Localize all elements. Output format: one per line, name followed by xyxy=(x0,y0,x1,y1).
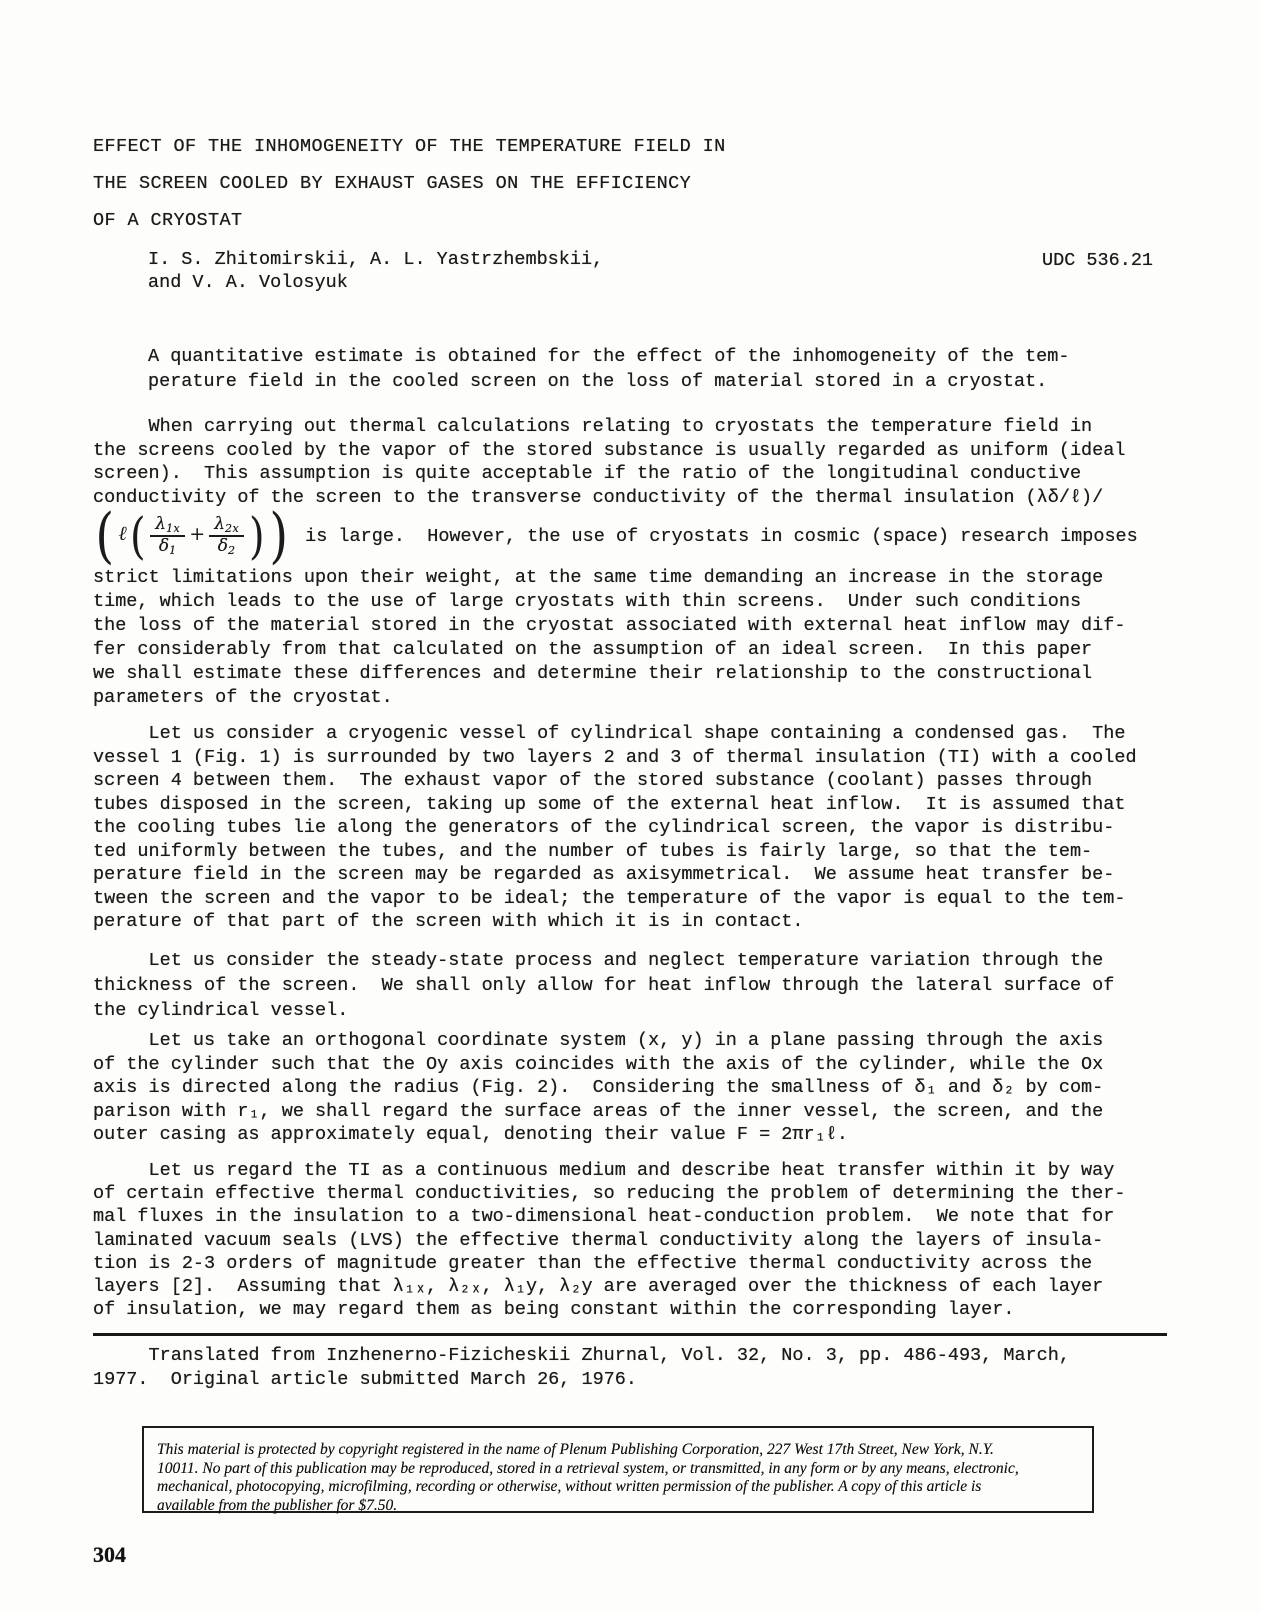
inline-formula xyxy=(93,500,290,571)
text-line: outer casing as approximately equal, denoting their value F = 2πr₁ℓ. xyxy=(93,1124,848,1145)
text-line: the cooling tubes lie along the generators of the cylindrical screen, the vapor is distribu- xyxy=(93,817,1115,838)
text-line: of the cylinder such that the Oy axis coincides with the axis of the cylinder, while the Ox xyxy=(93,1053,1104,1075)
article-title xyxy=(93,128,726,239)
text-line: Let us consider a cryogenic vessel of cylindrical shape containing a condensed gas. The xyxy=(93,723,1126,744)
text-line: tween the screen and the vapor to be ideal; the temperature of the vapor is equal to the tem- xyxy=(93,887,1126,909)
text-line: we shall estimate these differences and determine their relationship to the constructional xyxy=(93,663,1093,684)
text-line: parison with r₁, we shall regard the surface areas of the inner vessel, the screen, and the xyxy=(93,1100,1104,1122)
text-line: screen 4 between them. The exhaust vapor of the stored substance (coolant) passes through xyxy=(93,770,1093,791)
author-list xyxy=(148,248,603,294)
text-line: Let us take an orthogonal coordinate system (x, y) in a plane passing through the axis xyxy=(93,1030,1104,1051)
text-line: OF A CRYOSTAT xyxy=(93,210,243,231)
fraction-1-numerator: $\lambda_{1x}$ xyxy=(150,515,185,537)
fraction-2-numerator: $\lambda_{2x}$ xyxy=(209,515,244,537)
text-line: tion is 2-3 orders of magnitude greater than the effective thermal conductivity across the xyxy=(93,1252,1093,1274)
page-number: 304 xyxy=(93,1542,126,1567)
text-line: vessel 1 (Fig. 1) is surrounded by two layers 2 and 3 of thermal insulation (TI) with a cooled xyxy=(93,746,1137,768)
fraction-1-denominator: $\delta_1$ xyxy=(158,536,177,557)
text-line: I. S. Zhitomirskii, A. L. Yastrzhembskii, xyxy=(148,249,604,270)
translation-footnote xyxy=(93,1344,1070,1392)
text-line: laminated vacuum seals (LVS) the effective thermal conductivity along the layers of insula- xyxy=(93,1229,1104,1251)
text-line: the loss of the material stored in the cryostat associated with external heat inflow may dif- xyxy=(93,615,1126,636)
paragraph-1 xyxy=(93,415,1125,509)
text-line: Translated from Inzhenerno-Fizicheskii Zhurnal, Vol. 32, No. 3, pp. 486-493, March, xyxy=(93,1345,1070,1366)
paragraph-1-continued xyxy=(93,566,1125,710)
text-line: strict limitations upon their weight, at the same time demanding an increase in the storage xyxy=(93,567,1104,588)
text-line: axis is directed along the radius (Fig. 2). Considering the smallness of δ₁ and δ₂ by com- xyxy=(93,1077,1104,1098)
text-line: of insulation, we may regard them as being constant within the corresponding layer. xyxy=(93,1299,1015,1321)
outer-open-paren: ( xyxy=(95,500,115,571)
paragraph-3 xyxy=(93,948,1114,1023)
text-line: time, which leads to the use of large cryostats with thin screens. Under such conditions xyxy=(93,591,1082,612)
text-line: Let us consider the steady-state process and neglect temperature variation through the xyxy=(93,950,1104,971)
text-line: parameters of the cryostat. xyxy=(93,687,393,708)
abstract xyxy=(148,344,1069,394)
plus-sign: + xyxy=(189,522,206,545)
fraction-1 xyxy=(150,515,185,557)
footnote-rule xyxy=(93,1333,1167,1336)
text-line: perature field in the cooled screen on the loss of material stored in a cryostat. xyxy=(148,371,1048,392)
paragraph-4 xyxy=(93,1029,1103,1147)
formula-script-l: ℓ xyxy=(118,521,127,545)
formula-row xyxy=(93,500,1138,571)
formula-line-text: is large. However, the use of cryostats in cosmic (space) research imposes xyxy=(305,525,1138,547)
text-line: 1977. Original article submitted March 26, 1976. xyxy=(93,1369,637,1390)
text-line: the screens cooled by the vapor of the stored substance is usually regarded as uniform (ideal xyxy=(93,439,1126,461)
outer-close-paren: ) xyxy=(269,500,288,571)
copyright-notice-box xyxy=(142,1426,1094,1513)
text-line: mechanical, photocopying, microfilming, recording or otherwise, without written permission of the publisher. A copy of this article is xyxy=(157,1478,982,1496)
text-line: fer considerably from that calculated on the assumption of an ideal screen. In this paper xyxy=(93,639,1093,660)
fraction-2 xyxy=(209,515,244,557)
fraction-2-denominator: $\delta_2$ xyxy=(217,536,236,557)
text-line: ted uniformly between the tubes, and the number of tubes is fairly large, so that the tem- xyxy=(93,840,1093,862)
text-line: This material is protected by copyright registered in the name of Plenum Publishing Corporation, 227 West 17th Street, New York, N.Y. xyxy=(157,1441,994,1458)
text-line: and V. A. Volosyuk xyxy=(148,272,348,293)
text-line: screen). This assumption is quite acceptable if the ratio of the longitudinal conductive xyxy=(93,463,1082,484)
text-line: conductivity of the screen to the transverse conductivity of the thermal insulation (λδ/ℓ)/ xyxy=(93,486,1104,508)
paragraph-5 xyxy=(93,1159,1125,1321)
text-line: Let us regard the TI as a continuous medium and describe heat transfer within it by way xyxy=(93,1160,1115,1181)
text-line: perature of that part of the screen with which it is in contact. xyxy=(93,911,804,932)
udc-number: UDC 536.21 xyxy=(1042,250,1154,271)
inner-open-paren: ( xyxy=(129,506,146,565)
text-line: layers [2]. Assuming that λ₁ₓ, λ₂ₓ, λ₁y, λ₂y are averaged over the thickness of each layer xyxy=(93,1276,1104,1298)
text-line: 10011. No part of this publication may be reproduced, stored in a retrieval system, or transmitted, in any form or by any means, electronic, xyxy=(157,1459,1019,1477)
text-line: A quantitative estimate is obtained for the effect of the inhomogeneity of the tem- xyxy=(148,346,1070,367)
paragraph-2 xyxy=(93,722,1137,934)
text-line: perature field in the screen may be regarded as axisymmetrical. We assume heat transfer be- xyxy=(93,864,1115,885)
text-line: thickness of the screen. We shall only allow for heat inflow through the lateral surface of xyxy=(93,975,1115,996)
text-line: tubes disposed in the screen, taking up some of the external heat inflow. It is assumed that xyxy=(93,793,1126,815)
text-line: available from the publisher for $7.50. xyxy=(157,1497,398,1515)
text-line: THE SCREEN COOLED BY EXHAUST GASES ON THE EFFICIENCY xyxy=(93,173,692,194)
text-line: When carrying out thermal calculations relating to cryostats the temperature field in xyxy=(93,416,1093,437)
text-line: of certain effective thermal conductivities, so reducing the problem of determining the ther- xyxy=(93,1183,1126,1205)
text-line: mal fluxes in the insulation to a two-dimensional heat-conduction problem. We note that for xyxy=(93,1206,1115,1228)
text-line: EFFECT OF THE INHOMOGENEITY OF THE TEMPERATURE FIELD IN xyxy=(93,136,726,157)
inner-close-paren: ) xyxy=(249,506,265,565)
text-line: the cylindrical vessel. xyxy=(93,1000,349,1021)
